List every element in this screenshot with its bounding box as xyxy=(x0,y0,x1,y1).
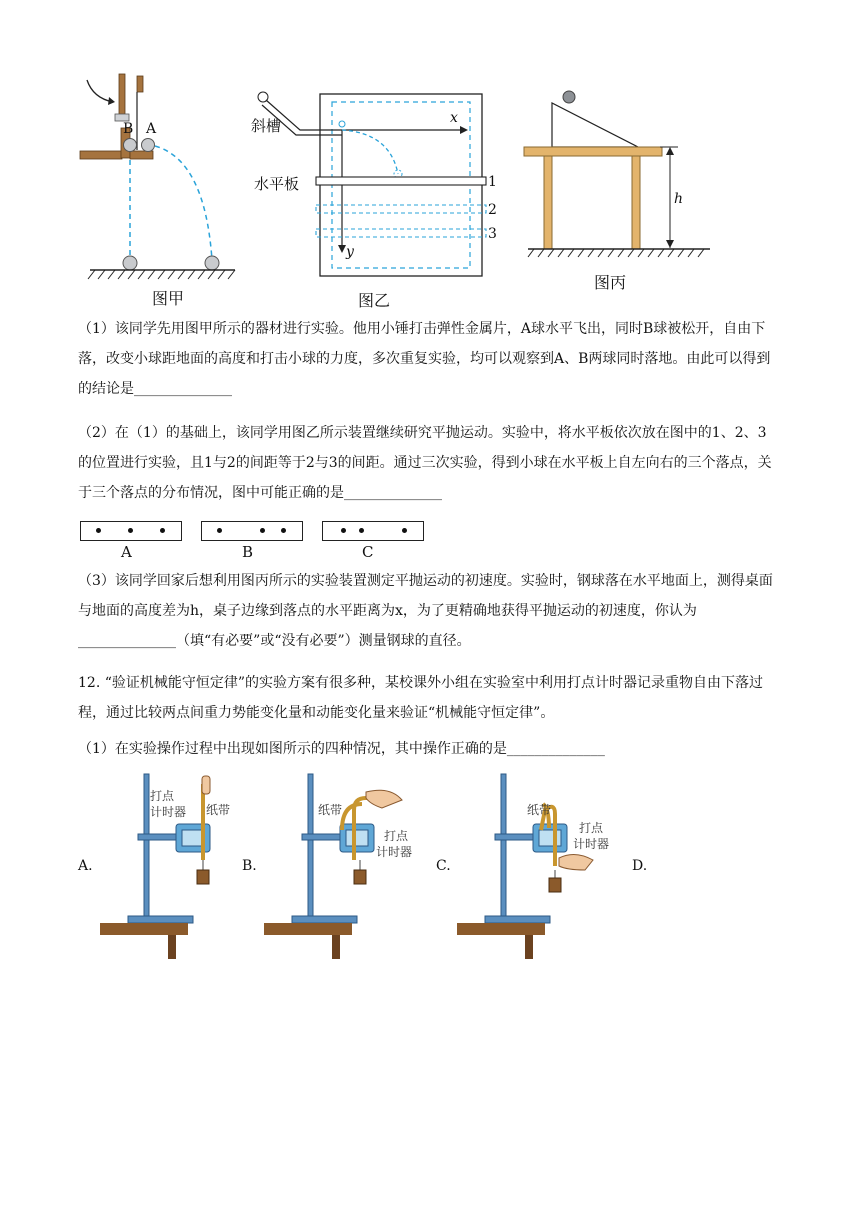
caption-bing: 图丙 xyxy=(593,273,626,292)
pos-2: 2 xyxy=(488,202,497,218)
apparatus-a[interactable] xyxy=(98,770,243,960)
caption-jia: 图甲 xyxy=(151,289,184,308)
option-a-dot xyxy=(128,528,133,533)
apparatus-a-timer-label: 打点 xyxy=(150,789,175,803)
caption-yi: 图乙 xyxy=(357,291,390,310)
choice-c-label[interactable]: C. xyxy=(436,858,451,874)
option-c-dot xyxy=(402,528,407,533)
label-a: A xyxy=(146,121,157,137)
label-b: B xyxy=(123,121,134,137)
option-label-c: C xyxy=(362,543,374,561)
option-box-a[interactable] xyxy=(80,521,182,541)
option-c-dot xyxy=(341,528,346,533)
axis-x-label: x xyxy=(450,110,458,126)
figure-jia xyxy=(75,70,245,285)
option-label-a: A xyxy=(121,543,132,561)
apparatus-a-timer-label: 计时器 xyxy=(150,805,187,819)
option-a-dot xyxy=(96,528,101,533)
question-2: （2）在（1）的基础上，该同学用图乙所示装置继续研究平抛运动。实验中，将水平板依次放在图中的1、2、3的位置进行实验，且1与2的间距等于2与3的间距。通过三次实验，得到小球在水平板上自左向右的三个落点，关于三个落点的分布情况，图中可能正确的是______________ xyxy=(78,425,772,501)
option-b-dot xyxy=(217,528,222,533)
apparatus-b[interactable] xyxy=(262,770,427,960)
apparatus-c-timer-label: 计时器 xyxy=(573,837,610,851)
figure-yi xyxy=(250,88,510,288)
question-1: （1）该同学先用图甲所示的器材进行实验。他用小锤打击弹性金属片，A球水平飞出，同时B球被松开，自由下落，改变小球距地面的高度和打击小球的力度，多次重复实验，均可以观察到A、B两球同时落地。由此可以得到的结论是______________ xyxy=(78,321,771,397)
axis-y-label: y xyxy=(346,244,354,260)
option-label-b: B xyxy=(242,543,254,561)
option-b-dot xyxy=(260,528,265,533)
apparatus-b-timer-label: 打点 xyxy=(384,829,409,843)
apparatus-b-tape-label: 纸带 xyxy=(318,803,343,817)
option-box-b[interactable] xyxy=(201,521,303,541)
chute-label: 斜槽 xyxy=(251,117,282,135)
question-12: 12. “验证机械能守恒定律”的实验方案有很多种，某校课外小组在实验室中利用打点计时器记录重物自由下落过程，通过比较两点间重力势能变化量和动能变化量来验证“机械能守恒定律”。 xyxy=(78,675,764,721)
option-c-dot xyxy=(359,528,364,533)
option-box-c[interactable] xyxy=(322,521,424,541)
choice-b-label[interactable]: B. xyxy=(242,858,257,874)
apparatus-b-timer-label: 计时器 xyxy=(376,845,413,859)
apparatus-c[interactable] xyxy=(455,770,625,960)
board-label: 水平板 xyxy=(254,175,300,193)
apparatus-c-timer-label: 打点 xyxy=(579,821,604,835)
choice-a-label[interactable]: A. xyxy=(78,858,93,874)
question-3: （3）该同学回家后想利用图丙所示的实验装置测定平抛运动的初速度。实验时，钢球落在水平地面上，测得桌面与地面的高度差为h，桌子边缘到落点的水平距离为x，为了更精确地获得平抛运动的初速度，你认为______________（填“有必要”或“没有必要”）测量钢球的直径。 xyxy=(78,573,773,649)
apparatus-a-tape-label: 纸带 xyxy=(206,803,231,817)
pos-1: 1 xyxy=(488,174,497,190)
choice-d-label[interactable]: D. xyxy=(632,858,648,874)
option-a-dot xyxy=(160,528,165,533)
pos-3: 3 xyxy=(488,226,497,242)
option-b-dot xyxy=(281,528,286,533)
question-12-1: （1）在实验操作过程中出现如图所示的四种情况，其中操作正确的是______________ xyxy=(78,741,605,757)
apparatus-c-tape-label: 纸带 xyxy=(527,803,552,817)
figure-bing xyxy=(520,85,720,265)
height-label: h xyxy=(674,191,684,207)
